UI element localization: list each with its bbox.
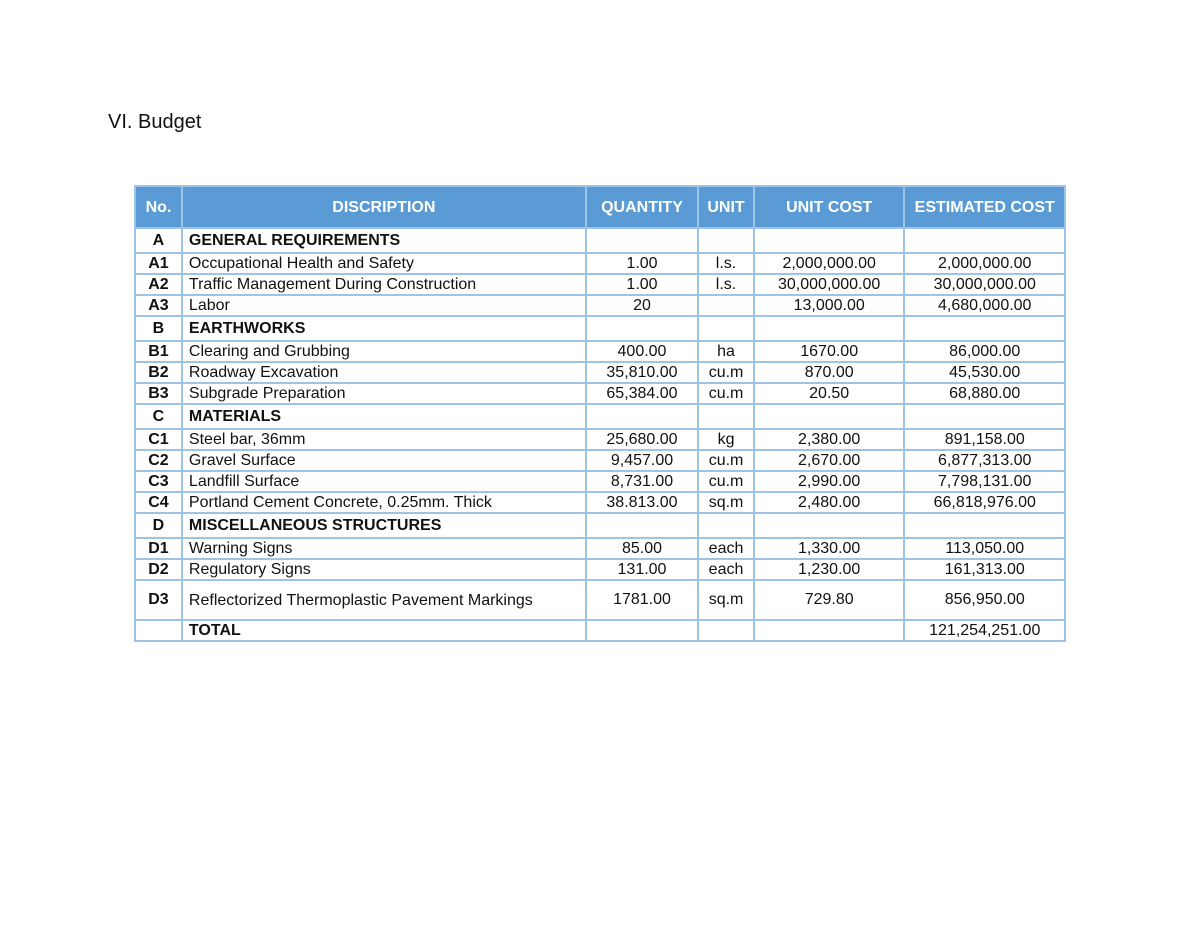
- cell-quantity: 85.00: [586, 538, 698, 559]
- cell-unit: ha: [698, 341, 754, 362]
- table-row: [135, 471, 1065, 492]
- cell-description: MISCELLANEOUS STRUCTURES: [182, 513, 586, 538]
- header-estimated-cost: ESTIMATED COST: [904, 186, 1065, 228]
- cell-unit: [698, 295, 754, 316]
- cell-no: C1: [135, 429, 182, 450]
- cell-unit-cost: [754, 513, 905, 538]
- cell-estimated-cost: 6,877,313.00: [904, 450, 1065, 471]
- group-row: [135, 316, 1065, 341]
- cell-quantity: [586, 316, 698, 341]
- cell-unit: [698, 513, 754, 538]
- group-row: [135, 228, 1065, 253]
- cell-no: C: [135, 404, 182, 429]
- cell-description: Roadway Excavation: [182, 362, 586, 383]
- cell-no: B3: [135, 383, 182, 404]
- section-title: VI. Budget: [108, 111, 202, 133]
- cell-no: A2: [135, 274, 182, 295]
- cell-estimated-cost: 7,798,131.00: [904, 471, 1065, 492]
- cell-no: A1: [135, 253, 182, 274]
- cell-description: MATERIALS: [182, 404, 586, 429]
- table-body: [135, 228, 1065, 641]
- cell-estimated-cost: [904, 404, 1065, 429]
- cell-estimated-cost: 66,818,976.00: [904, 492, 1065, 513]
- cell-quantity: 35,810.00: [586, 362, 698, 383]
- cell-unit: [698, 228, 754, 253]
- cell-no: D2: [135, 559, 182, 580]
- table-header: [135, 186, 1065, 228]
- cell-unit: sq.m: [698, 492, 754, 513]
- table-row: [135, 253, 1065, 274]
- cell-unit-cost: 1,230.00: [754, 559, 905, 580]
- cell-quantity: 65,384.00: [586, 383, 698, 404]
- table-row: [135, 341, 1065, 362]
- cell-quantity: [586, 620, 698, 641]
- cell-unit-cost: 2,480.00: [754, 492, 905, 513]
- table-row: [135, 492, 1065, 513]
- table-row: [135, 538, 1065, 559]
- cell-unit-cost: 2,380.00: [754, 429, 905, 450]
- header-unit-cost: UNIT COST: [754, 186, 905, 228]
- cell-no: [135, 620, 182, 641]
- cell-unit-cost: 30,000,000.00: [754, 274, 905, 295]
- cell-unit: each: [698, 538, 754, 559]
- cell-unit-cost: 1,330.00: [754, 538, 905, 559]
- cell-no: D: [135, 513, 182, 538]
- header-description: DISCRIPTION: [182, 186, 586, 228]
- cell-no: C4: [135, 492, 182, 513]
- total-row: [135, 620, 1065, 641]
- cell-quantity: [586, 404, 698, 429]
- cell-no: A: [135, 228, 182, 253]
- cell-no: C2: [135, 450, 182, 471]
- cell-description: Occupational Health and Safety: [182, 253, 586, 274]
- table-row: [135, 429, 1065, 450]
- cell-quantity: 400.00: [586, 341, 698, 362]
- cell-unit: l.s.: [698, 274, 754, 295]
- cell-estimated-cost: 86,000.00: [904, 341, 1065, 362]
- cell-description: GENERAL REQUIREMENTS: [182, 228, 586, 253]
- cell-unit: [698, 404, 754, 429]
- cell-estimated-cost: 2,000,000.00: [904, 253, 1065, 274]
- cell-unit-cost: 20.50: [754, 383, 905, 404]
- cell-no: B1: [135, 341, 182, 362]
- cell-no: D1: [135, 538, 182, 559]
- table-row: [135, 383, 1065, 404]
- cell-estimated-cost: 121,254,251.00: [904, 620, 1065, 641]
- cell-description: Traffic Management During Construction: [182, 274, 586, 295]
- cell-no: B: [135, 316, 182, 341]
- table-row: [135, 362, 1065, 383]
- cell-estimated-cost: 68,880.00: [904, 383, 1065, 404]
- cell-quantity: [586, 513, 698, 538]
- cell-description: TOTAL: [182, 620, 586, 641]
- cell-estimated-cost: 30,000,000.00: [904, 274, 1065, 295]
- group-row: [135, 513, 1065, 538]
- cell-unit: cu.m: [698, 383, 754, 404]
- cell-unit-cost: 2,990.00: [754, 471, 905, 492]
- cell-no: D3: [135, 580, 182, 620]
- cell-estimated-cost: 45,530.00: [904, 362, 1065, 383]
- cell-unit-cost: 2,000,000.00: [754, 253, 905, 274]
- cell-description: Steel bar, 36mm: [182, 429, 586, 450]
- cell-description: Warning Signs: [182, 538, 586, 559]
- cell-unit-cost: [754, 620, 905, 641]
- cell-unit: sq.m: [698, 580, 754, 620]
- cell-no: B2: [135, 362, 182, 383]
- cell-unit: each: [698, 559, 754, 580]
- cell-description: Gravel Surface: [182, 450, 586, 471]
- cell-unit-cost: 870.00: [754, 362, 905, 383]
- cell-description: Subgrade Preparation: [182, 383, 586, 404]
- cell-quantity: 1.00: [586, 274, 698, 295]
- cell-unit: [698, 316, 754, 341]
- cell-description: Reflectorized Thermoplastic Pavement Markings: [182, 580, 586, 620]
- cell-quantity: 1781.00: [586, 580, 698, 620]
- cell-description: Labor: [182, 295, 586, 316]
- cell-estimated-cost: [904, 513, 1065, 538]
- cell-estimated-cost: [904, 228, 1065, 253]
- cell-no: C3: [135, 471, 182, 492]
- cell-description: Portland Cement Concrete, 0.25mm. Thick: [182, 492, 586, 513]
- cell-unit: cu.m: [698, 362, 754, 383]
- cell-quantity: [586, 228, 698, 253]
- cell-quantity: 20: [586, 295, 698, 316]
- cell-unit-cost: 1670.00: [754, 341, 905, 362]
- cell-quantity: 38.813.00: [586, 492, 698, 513]
- cell-estimated-cost: 891,158.00: [904, 429, 1065, 450]
- cell-unit: [698, 620, 754, 641]
- table-row: [135, 274, 1065, 295]
- group-row: [135, 404, 1065, 429]
- cell-estimated-cost: 113,050.00: [904, 538, 1065, 559]
- cell-unit: cu.m: [698, 450, 754, 471]
- cell-description: EARTHWORKS: [182, 316, 586, 341]
- header-row: [135, 186, 1065, 228]
- cell-unit: l.s.: [698, 253, 754, 274]
- cell-quantity: 25,680.00: [586, 429, 698, 450]
- table-row: [135, 450, 1065, 471]
- table-row: [135, 295, 1065, 316]
- cell-unit-cost: 729.80: [754, 580, 905, 620]
- cell-no: A3: [135, 295, 182, 316]
- budget-table: [134, 185, 1066, 642]
- cell-unit-cost: 2,670.00: [754, 450, 905, 471]
- cell-description: Clearing and Grubbing: [182, 341, 586, 362]
- cell-estimated-cost: 4,680,000.00: [904, 295, 1065, 316]
- cell-quantity: 9,457.00: [586, 450, 698, 471]
- cell-unit-cost: [754, 228, 905, 253]
- header-unit: UNIT: [698, 186, 754, 228]
- cell-estimated-cost: [904, 316, 1065, 341]
- table-row: [135, 580, 1065, 620]
- cell-estimated-cost: 856,950.00: [904, 580, 1065, 620]
- cell-estimated-cost: 161,313.00: [904, 559, 1065, 580]
- table-row: [135, 559, 1065, 580]
- cell-unit: kg: [698, 429, 754, 450]
- cell-quantity: 131.00: [586, 559, 698, 580]
- cell-unit-cost: 13,000.00: [754, 295, 905, 316]
- cell-unit-cost: [754, 316, 905, 341]
- cell-unit-cost: [754, 404, 905, 429]
- cell-quantity: 1.00: [586, 253, 698, 274]
- cell-quantity: 8,731.00: [586, 471, 698, 492]
- header-quantity: QUANTITY: [586, 186, 698, 228]
- header-no: No.: [135, 186, 182, 228]
- cell-unit: cu.m: [698, 471, 754, 492]
- cell-description: Landfill Surface: [182, 471, 586, 492]
- cell-description: Regulatory Signs: [182, 559, 586, 580]
